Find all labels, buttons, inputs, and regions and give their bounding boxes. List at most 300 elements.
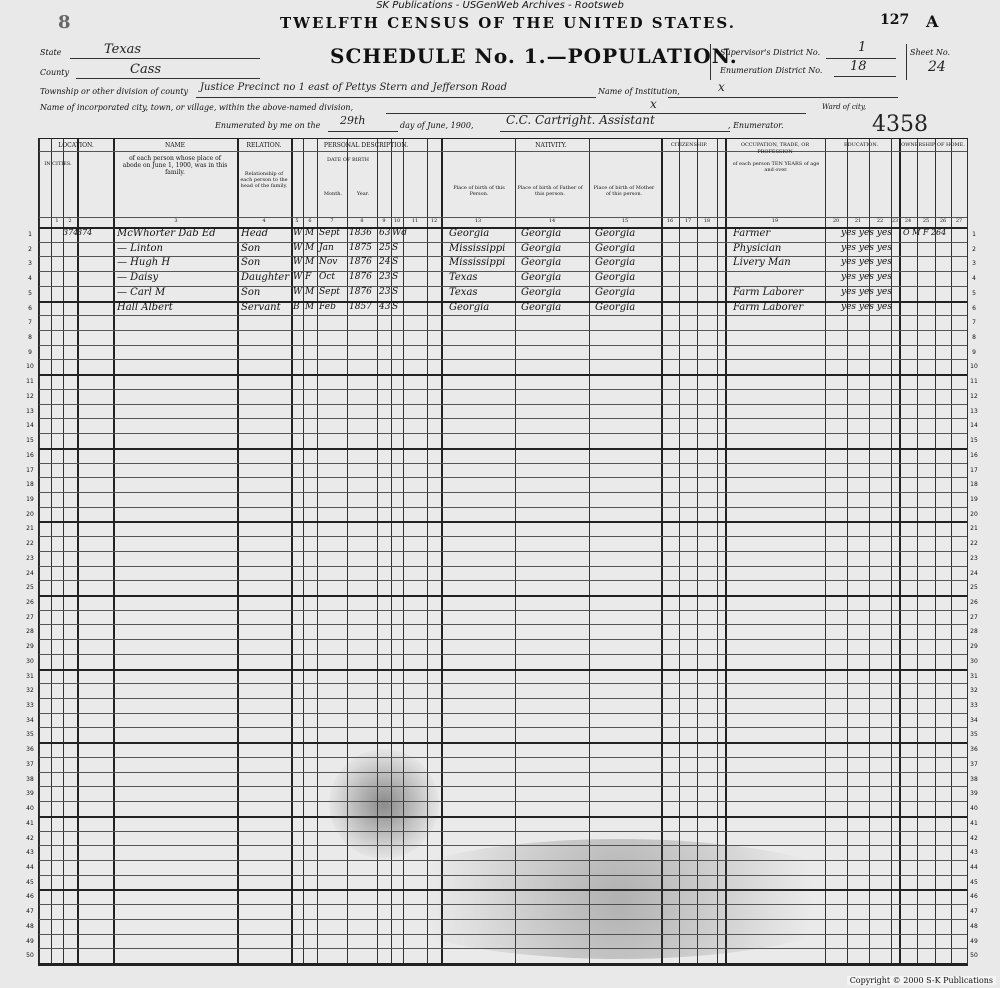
row-number: 19 [970,495,978,503]
section-name: NAME [164,142,186,149]
row-number: 14 [970,422,978,430]
education-cell: yes yes yes [841,242,892,253]
row-number: 5 [972,289,976,297]
row-number: 45 [970,878,978,886]
column-rule [441,139,443,965]
row-rule [39,463,967,464]
column-rule [113,139,115,965]
color-cell: W [293,272,303,283]
row-number: 18 [970,481,978,489]
section-rule [39,151,967,152]
marital-cell: S [392,286,399,297]
row-number: 8 [972,334,976,342]
row-number: 50 [26,952,34,960]
column-rule [317,139,318,965]
census-table [26,138,978,966]
row-number: 20 [970,510,978,518]
column-rule [51,139,52,965]
row-rule [39,301,967,303]
row-number: 4 [28,275,32,283]
column-number: 16 [666,218,674,224]
education-cell: yes yes yes [841,301,892,312]
relation-cell: Son [241,242,261,254]
sheet-value: 24 [928,59,946,75]
row-number: 22 [26,540,34,548]
education-cell: yes yes yes [841,286,892,297]
occupation-cell: Farmer [733,228,771,239]
marital-cell: S [392,301,399,312]
column-number: 12 [430,218,438,224]
row-number: 9 [972,348,976,356]
column-number: 4 [262,218,266,224]
row-rule [39,286,967,287]
section-occupation: OCCUPATION, TRADE, OR PROFESSION [740,142,810,155]
birth-year: 1876 [349,272,372,283]
birth-place-self: Mississippi [449,257,506,269]
occupation-cell: Physician [733,242,782,254]
sex-cell: M [305,286,315,297]
column-rule [63,139,64,965]
row-rule [39,727,967,728]
row-rule [39,713,967,714]
enumerated-label: Enumerated by me on the [215,121,321,130]
column-number: 8 [360,218,364,224]
row-number: 39 [970,790,978,798]
column-rule [77,139,79,965]
birth-place-mother: Georgia [595,272,636,284]
row-number: 46 [970,893,978,901]
row-number: 33 [970,702,978,710]
row-number: 23 [970,554,978,562]
birth-place-self: Texas [449,272,478,284]
row-number: 24 [970,569,978,577]
birth-place-father: Georgia [521,272,562,284]
row-rule [39,669,967,671]
row-number: 35 [26,731,34,739]
water-stain-lower [369,839,869,959]
page-letter-right: A [926,12,939,31]
column-number: 24 [904,218,912,224]
row-number: 48 [970,922,978,930]
column-number: 15 [621,218,629,224]
column-rule [899,139,901,965]
sex-cell: M [305,242,315,253]
person-name: McWhorter Dab Ed [117,228,216,239]
column-number: 2 [68,218,72,224]
row-number: 26 [26,599,34,606]
row-rule [39,271,967,272]
person-name: — Daisy [117,272,159,284]
row-number: 7 [28,319,32,327]
column-rule [237,139,239,965]
row-rule [39,595,967,597]
age-cell: 23 [379,286,391,297]
occupation-cell: Farm Laborer [733,286,804,298]
row-number: 3 [28,260,32,268]
row-number: 22 [970,540,978,548]
schedule-title: SCHEDULE No. 1.—POPULATION. [330,44,738,68]
row-rule [39,624,967,625]
row-number: 1 [972,231,976,238]
row-rule [39,551,967,552]
birth-year: 1876 [349,257,372,268]
sheet-label: Sheet No. [910,48,951,57]
row-number: 44 [26,863,34,871]
city-value: x [650,97,657,111]
row-number: 6 [28,304,32,312]
enumeration-value: 18 [850,59,867,74]
water-stain [329,749,439,859]
age-cell: 63 [379,228,391,238]
column-number: 13 [474,218,482,224]
row-number: 30 [26,657,34,665]
column-number: 19 [771,218,779,224]
column-rule [427,139,428,965]
row-number: 13 [970,407,978,415]
row-rule [39,566,967,567]
color-cell: W [293,257,303,268]
row-number: 5 [28,289,32,297]
column-number: 3 [174,218,178,224]
row-number: 21 [970,525,978,533]
row-number: 21 [26,525,34,533]
row-number: 7 [972,319,976,327]
subhead-in-cities: IN CITIES. [44,161,72,167]
county-label: County [40,68,69,77]
birth-month: Oct [319,272,336,283]
birth-place-mother: Georgia [595,301,636,313]
name-description: of each person whose place of abode on June 1, 1900, was in this family. [122,155,228,176]
row-rule [39,610,967,611]
row-number: 17 [970,466,978,474]
row-rule [39,359,967,360]
row-number: 31 [26,672,34,680]
sex-cell: M [305,228,315,238]
row-rule [39,477,967,478]
row-number: 13 [26,407,34,415]
age-cell: 24 [379,257,391,268]
row-number: 2 [28,245,32,253]
row-number: 37 [970,760,978,768]
column-number: 9 [382,218,386,224]
row-number: 44 [970,863,978,871]
row-rule [39,448,967,450]
row-number: 12 [970,392,978,400]
row-rule [39,315,967,316]
row-number: 47 [26,908,34,916]
sex-cell: M [305,257,315,268]
supervisor-label: Supervisor's District No. [720,48,821,57]
column-number: 21 [854,218,862,224]
row-number: 41 [970,819,978,827]
row-rule [39,654,967,655]
row-number: 47 [970,908,978,916]
row-number: 42 [26,834,34,842]
education-cell: yes yes yes [841,228,892,238]
relation-cell: Son [241,257,261,269]
enumeration-label: Enumeration District No. [720,66,823,75]
row-rule [39,816,967,818]
row-number: 20 [26,510,34,518]
row-number: 27 [26,613,34,621]
row-number: 29 [26,643,34,651]
birth-place-father: Georgia [521,228,562,239]
color-cell: W [293,228,303,238]
row-number: 27 [970,613,978,621]
row-rule [39,374,967,376]
column-number: 11 [411,218,419,224]
enumerator-name: C.C. Cartright. Assistant [506,113,655,127]
row-number: 26 [970,599,978,606]
column-number: 14 [548,218,556,224]
row-number: 10 [970,363,978,371]
column-number: 17 [684,218,692,224]
family-number: 374 [77,228,93,237]
row-number: 24 [26,569,34,577]
sex-cell: F [305,272,312,283]
age-cell: 43 [379,301,391,312]
column-number: 1 [55,218,59,224]
month-header: Month. [323,191,343,197]
row-rule [39,772,967,773]
institution-value: x [718,80,725,94]
row-number: 38 [970,775,978,783]
section-ownership: OWNERSHIP OF HOME. [901,142,965,148]
row-number: 28 [26,628,34,636]
column-rule [717,139,718,965]
row-number: 14 [26,422,34,430]
row-number: 36 [26,746,34,754]
column-number: 5 [295,218,299,224]
row-rule [39,330,967,331]
birth-place-mother: Georgia [595,242,636,254]
row-number: 32 [970,687,978,695]
column-number: 7 [330,218,334,224]
state-label: State [40,48,62,57]
row-number: 4 [972,275,976,283]
row-number: 46 [26,893,34,901]
copyright: Copyright © 2000 S-K Publications [847,976,996,985]
birth-mother-header: Place of birth of Mother of this person. [593,185,655,197]
row-number: 40 [26,805,34,813]
marital-cell: Wd [392,228,408,238]
row-rule [39,507,967,508]
relation-description: Relationship of each person to the head of the family. [240,171,288,189]
row-number: 37 [26,760,34,768]
birth-month: Nov [319,257,338,268]
row-number: 11 [26,378,34,386]
marital-cell: S [392,272,399,283]
row-number: 29 [970,643,978,651]
row-number: 49 [26,937,34,945]
row-number: 18 [26,481,34,489]
column-rule [935,139,936,965]
column-rule [515,139,516,965]
row-number: 17 [26,466,34,474]
row-rule [39,963,967,965]
row-number: 34 [26,716,34,724]
row-number: 30 [970,657,978,665]
column-rule [725,139,727,965]
row-rule [39,786,967,787]
person-name: — Linton [117,242,163,254]
section-location: LOCATION. [58,142,94,149]
color-cell: B [293,301,300,312]
row-rule [39,389,967,390]
row-number: 48 [26,922,34,930]
row-rule [39,580,967,581]
section-relation: RELATION. [246,142,282,149]
row-number: 6 [972,304,976,312]
birth-month: Sept [319,286,340,297]
enumerator-label: , Enumerator. [728,121,784,130]
row-number: 3 [972,260,976,268]
row-rule [39,404,967,405]
occupation-cell: Farm Laborer [733,301,804,313]
row-number: 45 [26,878,34,886]
watermark: SK Publications - USGenWeb Archives - Rootsweb [376,0,624,11]
row-rule [39,345,967,346]
marital-cell: S [392,242,399,253]
row-number: 38 [26,775,34,783]
color-cell: W [293,242,303,253]
row-rule [39,418,967,419]
birth-place-self: Mississippi [449,242,506,254]
column-number: 20 [832,218,840,224]
row-number: 19 [26,495,34,503]
row-number: 1 [28,231,32,238]
birth-place-father: Georgia [521,301,562,313]
enumerated-day: 29th [340,114,366,127]
birth-place-self: Georgia [449,301,490,313]
column-number: 6 [308,218,312,224]
education-cell: yes yes yes [841,257,892,268]
row-number: 31 [970,672,978,680]
birth-place-father: Georgia [521,242,562,254]
birth-month: Jan [319,242,334,253]
row-number: 8 [28,334,32,342]
row-number: 9 [28,348,32,356]
person-name: — Carl M [117,286,166,298]
county-value: Cass [130,62,162,77]
row-number: 16 [970,451,978,459]
row-number: 10 [26,363,34,371]
row-rule [39,742,967,744]
row-rule [39,698,967,699]
row-rule [39,801,967,802]
column-number: 10 [393,218,401,224]
column-number: 25 [922,218,930,224]
row-number: 23 [26,554,34,562]
birth-year: 1875 [349,242,372,253]
column-rule [39,139,40,965]
date-of-birth: DATE OF BIRTH [326,157,370,163]
row-number: 28 [970,628,978,636]
sex-cell: M [305,301,315,312]
ward-label: Ward of city, [822,103,867,111]
column-rule [917,139,918,965]
birth-month: Feb [319,301,336,312]
row-number: 11 [970,378,978,386]
row-number: 33 [26,702,34,710]
color-cell: W [293,286,303,297]
birth-place-self: Texas [449,286,478,298]
occupation-cell: Livery Man [733,257,791,269]
birth-year: 1857 [349,301,372,312]
birth-place-mother: Georgia [595,257,636,269]
section-citizenship: CITIZENSHIP. [670,142,708,148]
row-number: 15 [970,437,978,445]
birth-place-mother: Georgia [595,286,636,298]
age-cell: 25 [379,242,391,253]
row-number: 39 [26,790,34,798]
row-number: 15 [26,437,34,445]
institution-label: Name of Institution, [598,87,680,96]
row-number: 32 [26,687,34,695]
row-rule [39,521,967,523]
relation-cell: Servant [241,301,281,313]
birth-place-mother: Georgia [595,228,636,239]
education-cell: yes yes yes [841,272,892,283]
column-number: 23 [891,218,899,224]
section-personal: PERSONAL DESCRIPTION. [323,142,409,149]
page-number-right: 127 [880,12,910,28]
column-rule [825,139,826,965]
birth-self-header: Place of birth of this Person. [453,185,505,197]
year-header: Year. [356,191,370,197]
column-number: 26 [939,218,947,224]
marital-cell: S [392,257,399,268]
column-rule [303,139,304,965]
row-number: 50 [970,952,978,960]
column-number: 27 [955,218,963,224]
row-number: 25 [970,584,978,592]
person-name: Hall Albert [117,301,173,313]
birth-year: 1876 [349,286,372,297]
column-number: 22 [876,218,884,224]
row-rule [39,757,967,758]
relation-cell: Daughter [241,272,289,284]
relation-cell: Son [241,286,261,298]
census-title: TWELFTH CENSUS OF THE UNITED STATES. [280,14,736,32]
person-name: — Hugh H [117,257,171,269]
row-number: 34 [970,716,978,724]
township-value: Justice Precinct no 1 east of Pettys Stern and Jefferson Road [200,82,508,93]
row-rule [39,683,967,684]
row-number: 49 [970,937,978,945]
section-education: EDUCATION. [843,142,879,148]
section-nativity: NATIVITY. [535,142,567,149]
row-number: 2 [972,245,976,253]
row-number: 40 [970,805,978,813]
relation-cell: Head [241,228,269,239]
row-number: 41 [26,819,34,827]
stamp-number: 4358 [872,112,928,137]
column-number: 18 [703,218,711,224]
page-number-left: 8 [58,12,71,33]
birth-year: 1836 [349,228,372,238]
row-rule [39,492,967,493]
column-rule [951,139,952,965]
state-value: Texas [104,42,142,57]
row-number: 36 [970,746,978,754]
birth-place-self: Georgia [449,228,490,239]
row-number: 12 [26,392,34,400]
dwelling-number: 374 [63,228,79,237]
row-number: 16 [26,451,34,459]
birth-place-father: Georgia [521,286,562,298]
supervisor-value: 1 [858,40,867,55]
